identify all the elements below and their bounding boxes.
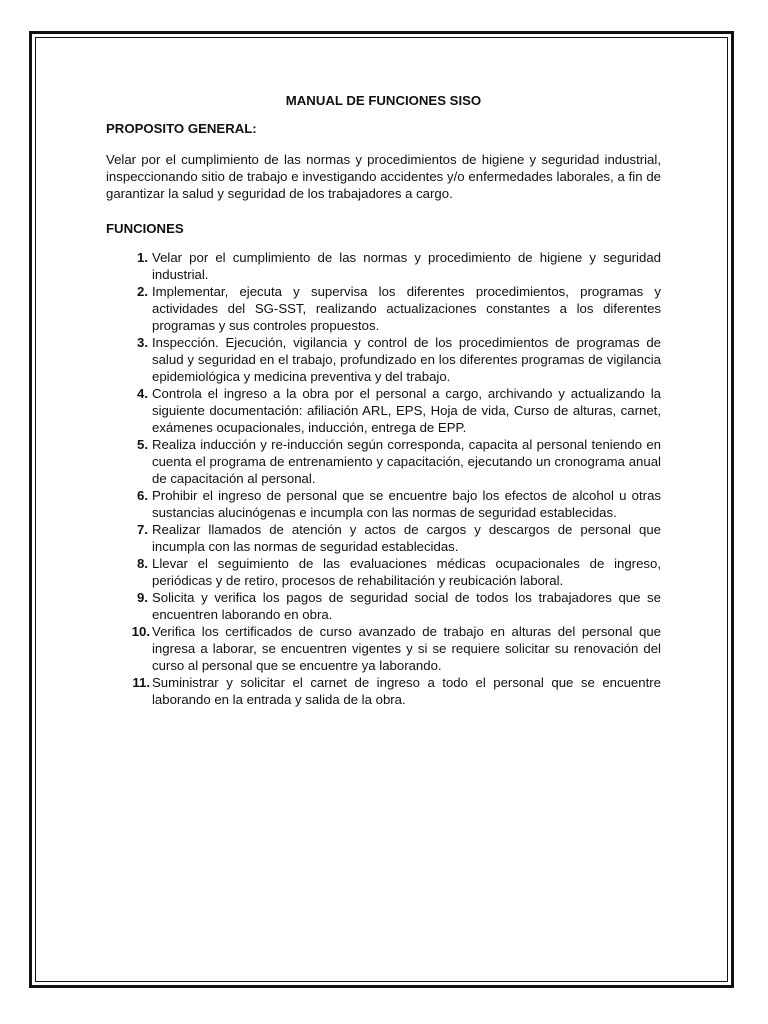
function-item-2 — [122, 283, 661, 334]
function-number: 6. — [137, 488, 148, 503]
function-text: Velar por el cumplimiento de las normas y procedimiento de higiene y seguridad industrial. — [152, 250, 661, 282]
function-number: 11. — [132, 675, 150, 690]
function-text: Solicita y verifica los pagos de seguridad social de todos los trabajadores que se encuentren laborando en obra. — [152, 590, 661, 622]
function-item-3 — [122, 334, 661, 385]
function-item-8 — [122, 555, 661, 589]
function-text: Realiza inducción y re-inducción según corresponda, capacita al personal teniendo en cuenta el programa de entrenamiento y capacitación, ejecutando un cronograma anual de capacitación al personal. — [152, 437, 661, 486]
function-number: 4. — [137, 386, 148, 401]
function-text: Prohibir el ingreso de personal que se encuentre bajo los efectos de alcohol u otras sustancias alucinógenas e incumpla con las normas de seguridad establecidas. — [152, 488, 661, 520]
function-item-11 — [122, 674, 661, 708]
function-text: Verifica los certificados de curso avanzado de trabajo en alturas del personal que ingresa a laborar, se encuentren vigentes y si se requiere solicitar su renovación del curso al personal que se encuentre ya laborando. — [152, 624, 661, 673]
function-item-7 — [122, 521, 661, 555]
purpose-paragraph: Velar por el cumplimiento de las normas y procedimientos de higiene y seguridad industrial, inspeccionando sitio de trabajo e investigando accidentes y/o enfermedades laborales, a fin de garantizar la salud y seguridad de los trabajadores a cargo. — [106, 152, 661, 201]
function-number: 10. — [131, 624, 150, 639]
function-number: 7. — [137, 522, 148, 537]
function-number: 9. — [137, 590, 148, 605]
document-body — [106, 92, 661, 708]
function-item-4 — [122, 385, 661, 436]
function-text: Controla el ingreso a la obra por el personal a cargo, archivando y actualizando la siguiente documentación: afiliación ARL, EPS, Hoja de vida, Curso de alturas, carnet, exámenes ocupacionales, inducción, entrega de EPP. — [152, 386, 661, 435]
function-text: Realizar llamados de atención y actos de cargos y descargos de personal que incumpla con las normas de seguridad establecidas. — [152, 522, 661, 554]
purpose-heading: PROPOSITO GENERAL: — [106, 121, 257, 136]
functions-list — [106, 249, 661, 708]
function-text: Implementar, ejecuta y supervisa los diferentes procedimientos, programas y actividades del SG-SST, realizando actualizaciones constantes a los diferentes programas y sus controles propuestos. — [152, 284, 661, 333]
function-text: Suministrar y solicitar el carnet de ingreso a todo el personal que se encuentre laborando en la entrada y salida de la obra. — [152, 675, 661, 707]
function-item-6 — [122, 487, 661, 521]
function-number: 8. — [137, 556, 148, 571]
function-number: 5. — [137, 437, 148, 452]
function-text: Inspección. Ejecución, vigilancia y control de los procedimientos de programas de salud y seguridad en el trabajo, profundizado en los diferentes programas de vigilancia epidemiológica y medicina preventiva y del trabajo. — [152, 335, 661, 384]
function-item-9 — [122, 589, 661, 623]
functions-heading: FUNCIONES — [106, 221, 184, 236]
function-number: 3. — [137, 335, 148, 350]
function-number: 2. — [137, 284, 148, 299]
function-number: 1. — [137, 250, 148, 265]
function-text: Llevar el seguimiento de las evaluaciones médicas ocupacionales de ingreso, periódicas y de retiro, procesos de rehabilitación y reubicación laboral. — [152, 556, 661, 588]
document-title: MANUAL DE FUNCIONES SISO — [285, 93, 482, 108]
function-item-5 — [122, 436, 661, 487]
function-item-1 — [122, 249, 661, 283]
function-item-10 — [122, 623, 661, 674]
